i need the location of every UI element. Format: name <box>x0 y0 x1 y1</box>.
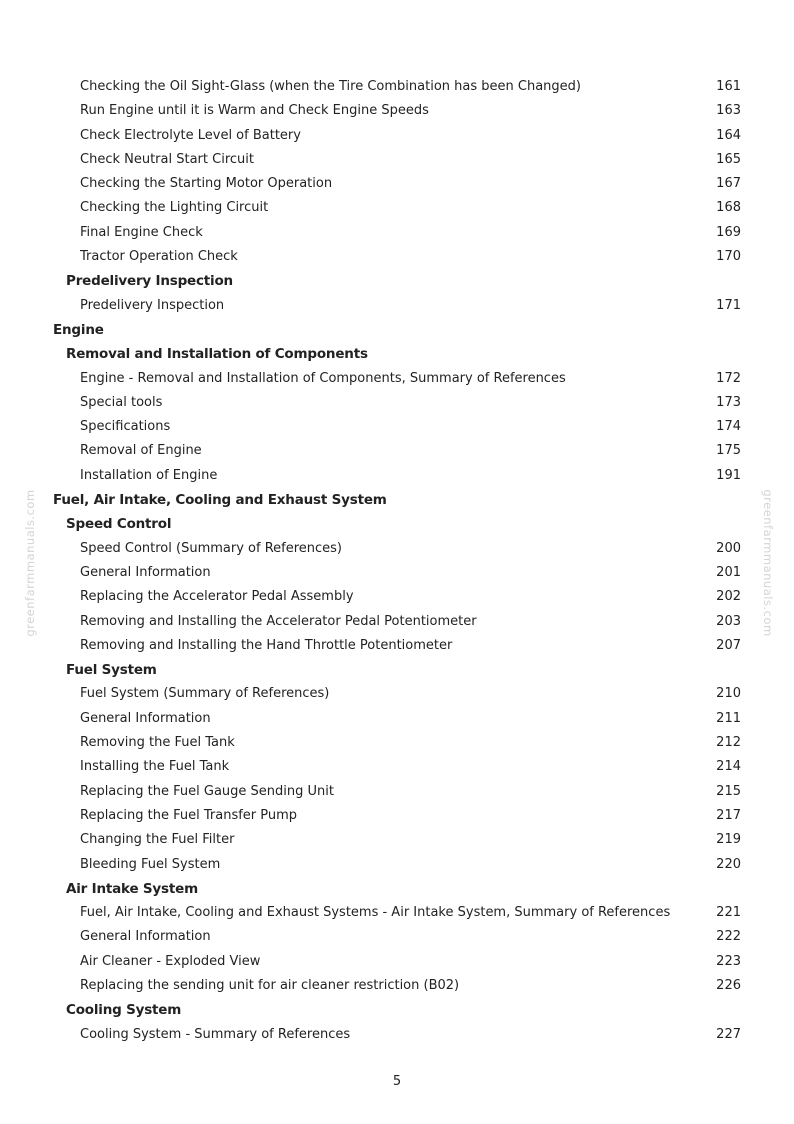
toc-entry-page-number: 174 <box>716 419 741 435</box>
toc-entry-title: Replacing the Fuel Transfer Pump <box>80 807 298 823</box>
toc-entry[interactable] <box>0 828 794 852</box>
toc-entry-page-number: 171 <box>716 297 741 313</box>
toc-entry-title: Fuel, Air Intake, Cooling and Exhaust Systems - Air Intake System, Summary of References <box>80 905 671 921</box>
toc-entry-title: Removing the Fuel Tank <box>80 735 235 751</box>
toc-entry-page-number: 168 <box>716 200 741 216</box>
toc-entry-title: Replacing the sending unit for air cleaner restriction (B02) <box>80 977 460 993</box>
toc-entry-title: Final Engine Check <box>80 224 203 240</box>
toc-entry[interactable] <box>0 610 794 634</box>
toc-entry-page-number: 165 <box>716 151 741 167</box>
toc-entry[interactable] <box>0 634 794 658</box>
toc-entry-page-number: 212 <box>716 735 741 751</box>
toc-entry[interactable] <box>0 1023 794 1047</box>
toc-entry[interactable] <box>0 75 794 99</box>
toc-entry-title: Predelivery Inspection <box>66 273 233 290</box>
toc-entry-page-number: 219 <box>716 832 741 848</box>
toc-entry-title: Removing and Installing the Hand Throttle Potentiometer <box>80 637 453 653</box>
toc-entry-page-number: 210 <box>716 686 741 702</box>
toc-entry-page-number: 211 <box>716 710 741 726</box>
toc-section-heading <box>0 877 794 901</box>
page-number: 5 <box>392 1074 402 1089</box>
toc-entry-page-number: 170 <box>716 249 741 265</box>
toc-entry[interactable] <box>0 415 794 439</box>
toc-entry[interactable] <box>0 731 794 755</box>
toc-entry-page-number: 161 <box>716 79 741 94</box>
toc-entry-title: Fuel System (Summary of References) <box>80 686 330 702</box>
toc-entry-title: Check Electrolyte Level of Battery <box>80 127 301 143</box>
toc-entry[interactable] <box>0 196 794 220</box>
toc-entry-page-number: 203 <box>716 613 741 629</box>
toc-entry-page-number: 200 <box>716 540 741 556</box>
toc-entry[interactable] <box>0 853 794 877</box>
toc-entry-page-number: 175 <box>716 443 741 459</box>
toc-entry[interactable] <box>0 391 794 415</box>
toc-entry-title: Removal of Engine <box>80 443 202 459</box>
toc-entry-title: Air Cleaner - Exploded View <box>80 953 261 969</box>
toc-entry-title: Engine <box>53 321 104 338</box>
toc-entry-page-number: 191 <box>716 467 741 483</box>
toc-entry-title: Speed Control (Summary of References) <box>80 540 343 556</box>
toc-entry-title: General Information <box>80 929 211 945</box>
toc-entry-page-number: 221 <box>716 905 741 921</box>
toc-entry-title: Replacing the Accelerator Pedal Assembly <box>80 589 354 605</box>
toc-entry-title: Specifications <box>80 419 171 435</box>
toc-entry-title: Run Engine until it is Warm and Check Engine Speeds <box>80 103 429 119</box>
toc-entry[interactable] <box>0 367 794 391</box>
toc-entry[interactable] <box>0 780 794 804</box>
toc-entry-title: Checking the Starting Motor Operation <box>80 176 333 192</box>
toc-entry-title: Special tools <box>80 394 163 410</box>
toc-entry-page-number: 215 <box>716 783 741 799</box>
toc-entry-title: Checking the Lighting Circuit <box>80 200 269 216</box>
toc-entry-title: Bleeding Fuel System <box>80 856 221 872</box>
toc-section-heading <box>0 658 794 682</box>
toc-chapter-heading <box>0 318 794 342</box>
toc-entry-page-number: 169 <box>716 224 741 240</box>
toc-entry-title: Predelivery Inspection <box>80 297 225 313</box>
toc-entry[interactable] <box>0 925 794 949</box>
toc-entry-title: General Information <box>80 710 211 726</box>
toc-entry[interactable] <box>0 537 794 561</box>
toc-entry[interactable] <box>0 974 794 998</box>
toc-entry-page-number: 164 <box>716 127 741 143</box>
toc-entry[interactable] <box>0 804 794 828</box>
toc-entry[interactable] <box>0 707 794 731</box>
toc-entry-title: Replacing the Fuel Gauge Sending Unit <box>80 783 334 799</box>
toc-entry[interactable] <box>0 950 794 974</box>
toc-entry[interactable] <box>0 221 794 245</box>
toc-entry[interactable] <box>0 148 794 172</box>
toc-entry[interactable] <box>0 245 794 269</box>
toc-entry-title: Cooling System <box>66 1002 182 1019</box>
toc-entry[interactable] <box>0 585 794 609</box>
toc-entry-title: Installation of Engine <box>80 467 218 483</box>
toc-entry-page-number: 202 <box>716 589 741 605</box>
toc-entry[interactable] <box>0 439 794 463</box>
toc-entry-page-number: 172 <box>716 370 741 386</box>
toc-entry-title: Cooling System - Summary of References <box>80 1026 351 1042</box>
toc-entry-page-number: 222 <box>716 929 741 945</box>
toc-entry-title: Check Neutral Start Circuit <box>80 151 254 167</box>
toc-entry[interactable] <box>0 124 794 148</box>
toc-entry-title: Checking the Oil Sight-Glass (when the Tire Combination has been Changed) <box>80 79 581 94</box>
toc-entry-page-number: 173 <box>716 394 741 410</box>
toc-entry[interactable] <box>0 464 794 488</box>
toc-entry-title: Changing the Fuel Filter <box>80 832 235 848</box>
toc-section-heading <box>0 269 794 293</box>
toc-entry-page-number: 163 <box>716 103 741 119</box>
toc-entry-title: Fuel, Air Intake, Cooling and Exhaust System <box>53 492 387 509</box>
toc-section-heading <box>0 512 794 536</box>
toc-entry[interactable] <box>0 99 794 123</box>
toc-entry-title: Removing and Installing the Accelerator Pedal Potentiometer <box>80 613 477 629</box>
toc-entry-title: Removal and Installation of Components <box>66 346 368 363</box>
toc-entry[interactable] <box>0 755 794 779</box>
toc-entry-page-number: 214 <box>716 759 741 775</box>
toc-entry-page-number: 217 <box>716 807 741 823</box>
toc-entry-page-number: 227 <box>716 1026 741 1042</box>
watermark-left: greenfarmmanuals.com <box>23 489 37 637</box>
toc-entry[interactable] <box>0 294 794 318</box>
toc-entry-title: Fuel System <box>66 662 157 679</box>
toc-chapter-heading <box>0 488 794 512</box>
toc-entry-page-number: 167 <box>716 176 741 192</box>
watermark-right: greenfarmmanuals.com <box>761 489 775 637</box>
toc-section-heading <box>0 342 794 366</box>
toc-entry-page-number: 207 <box>716 637 741 653</box>
toc-entry-page-number: 223 <box>716 953 741 969</box>
toc-entry[interactable] <box>0 561 794 585</box>
toc-entry-title: Installing the Fuel Tank <box>80 759 230 775</box>
toc-entry-title: General Information <box>80 564 211 580</box>
toc-section-heading <box>0 998 794 1022</box>
toc-entry[interactable] <box>0 682 794 706</box>
toc-entry-page-number: 201 <box>716 564 741 580</box>
toc-entry-title: Engine - Removal and Installation of Components, Summary of References <box>80 370 566 386</box>
toc-entry-title: Tractor Operation Check <box>80 249 238 265</box>
toc-entry-title: Speed Control <box>66 516 172 533</box>
toc-entry[interactable] <box>0 172 794 196</box>
toc-entry-title: Air Intake System <box>66 880 198 897</box>
toc-entry[interactable] <box>0 901 794 925</box>
toc-entry-page-number: 220 <box>716 856 741 872</box>
table-of-contents <box>0 75 794 1047</box>
toc-entry-page-number: 226 <box>716 977 741 993</box>
